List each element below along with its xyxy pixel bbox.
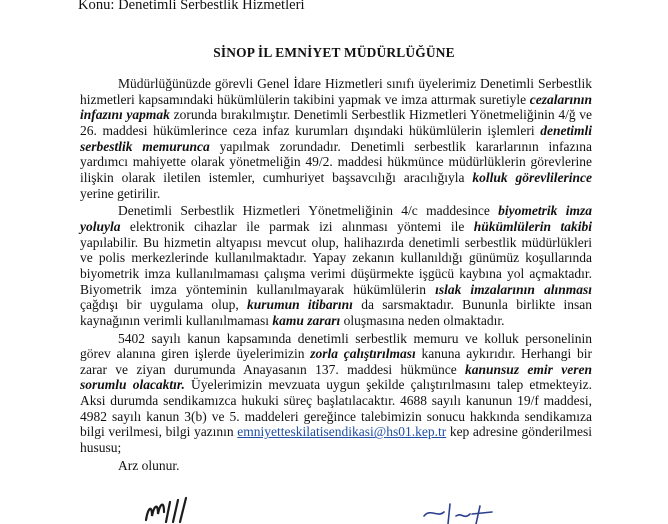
body-text: Denetimli Serbestlik Hizmetleri Yönetmeliğinin 4/c maddesince — [118, 203, 499, 219]
paragraph-2 — [80, 203, 592, 328]
body-text: da sarsmaktadır. Bununla birlikte insan kaynağının verimli kullanılmaması — [80, 297, 592, 328]
closing-line: Arz olunur. — [118, 457, 180, 473]
letter-body — [80, 76, 592, 475]
body-text: Müdürlüğünüzde görevli Genel İdare Hizmetleri sınıfı üyelerimiz Denetimli Serbestlik hizmetleri kapsamındaki hükümlülerin takibini yapmak ve imza attırmak suretiyle — [80, 76, 592, 107]
paragraph-3 — [80, 331, 592, 456]
body-text: yapılmak zorundadır. Denetimli serbestlik kararlarının infazına yardımcı mahiyette olarak yönetmeliğin 49/2. maddesi hükmünce müdürlüklerin görevlerine ilişkin olarak iletilen istemler, cumhuriyet başsavcılığı aracılığıyla — [80, 138, 592, 185]
subject-line: Konu: Denetimli Serbestlik Hizmetleri — [78, 0, 305, 13]
emphasis-text: denetimli serbestlik memurunca — [80, 122, 592, 154]
body-text: yapılabilir. Bu hizmetin altyapısı mevcut olup, halihazırda denetimli serbestlik müdürlükleri ve polis merkezlerinde kullanılmaktadır. Yapay zekanın kullanıldığı günümüz koşullarında biyometrik imza kullanılmaması çalışma verimi düşürmekte işgücü kaybına yol açmaktadır. Biyometrik imza yönteminin kullanılmayarak hükümlülerin — [80, 234, 592, 297]
emphasis-text: kanunsuz emir veren sorumlu olacaktır. — [80, 361, 592, 393]
emphasis-text: hükümlülerin takibi — [473, 218, 592, 234]
body-text: elektronik cihazlar ile parmak izi alınması yöntemi ile — [120, 218, 474, 234]
body-text: oluşmasına neden olmaktadır. — [340, 312, 505, 328]
paragraph-1 — [80, 76, 592, 201]
emphasis-text: ıslak imzalarının alınması — [435, 281, 593, 297]
body-text: zorunda bırakılmıştır. Denetimli Serbestlik Hizmetleri Yönetmeliğinin 4/ğ ve 26. maddesi hükümlerince ceza infaz kurumları dışındaki hükümlülerin işlemleri — [80, 107, 592, 138]
body-text: kanuna aykırıdır. Herhangi bir zarar ve ziyan durumunda Anayasanın 137. maddesi hükmünce — [80, 346, 592, 377]
recipient-heading: SİNOP İL EMNİYET MÜDÜRLÜĞÜNE — [213, 45, 455, 60]
body-text: kep adresine gönderilmesi hususu; — [80, 424, 592, 456]
emphasis-text: cezalarının infazını yapmak — [80, 91, 592, 123]
kep-address-link[interactable]: emniyetteskilatisendikasi@hs01.kep.tr — [237, 424, 447, 440]
emphasis-text: kurumun itibarını — [247, 297, 353, 313]
body-text: 5402 sayılı kanun kapsamında denetimli serbestlik memuru ve kolluk personelinin görev alanına giren işlerde üyelerimizin — [80, 330, 592, 362]
emphasis-text: kolluk görevlilerince — [472, 169, 592, 185]
emphasis-text: kamu zararı — [272, 312, 341, 328]
emphasis-text: zorla çalıştırılması — [310, 346, 416, 362]
signature-right-icon — [420, 502, 510, 524]
body-text: yerine getirilir. — [80, 185, 161, 201]
body-text: çağdışı bir uygulama olup, — [80, 297, 248, 313]
body-text: Üyelerimizin mevzuata uygun şekilde çalıştırılmasını talep etmekteyiz. Aksi durumda sendikamızca hukuki süreç başlatılacaktır. 4688 sayılı kanunun 19/f maddesi, 4982 sayılı kanun 3(b) ve 5. maddeleri gereğince talebimizin sonucu hakkında sendikamıza bilgi verilmesi, bilgi yazının — [80, 377, 593, 440]
emphasis-text: biyometrik imza yoluyla — [80, 203, 592, 234]
